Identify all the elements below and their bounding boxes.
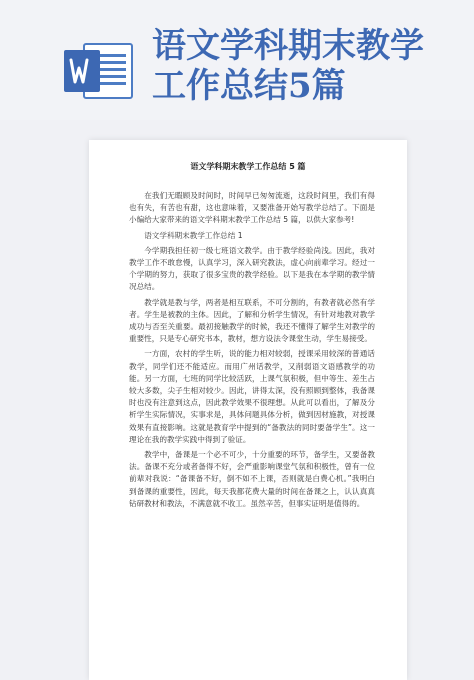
paragraph: 一方面，农村的学生听，说的能力相对较弱，授课采用较深的普通话教学，同学们还不能适应。而用广州话教学，又削弱语文语感教学的功能。另一方面，七班的同学比较活跃，上课气氛积极，但中等生、差生占较大多数，尖子生相对较少。因此，讲得太深，没有照顾到整体，我备课时也没有注意到这点，因此教学效果不很理想。从此可以看出，了解及分析学生实际情况，实事求是，具体问题具体分析，做到因材施教，对授课效果有直接影响。这就是教育学中提到的“备教法的同时要备学生”。这一理论在我的教学实践中得到了验证。 xyxy=(129,349,375,444)
paragraph: 今学期我担任初一级七班语文教学。由于教学经验尚浅。因此，我对教学工作不敢怠慢，认真学习，深入研究教法，虚心向前辈学习。经过一个学期的努力，获取了很多宝贵的教学经验。以下是我在本学期的教学情况总结。 xyxy=(129,245,375,292)
document-body xyxy=(129,190,375,513)
banner-title-line-1: 语文学科期末教学 xyxy=(152,26,424,66)
paragraph: 教学就是教与学，两者是相互联系，不可分割的，有教者就必然有学者。学生是被教的主体。因此，了解和分析学生情况，有针对地教对教学成功与否至关重要。最初接触教学的时候，我还不懂得了解学生对教学的重要性，只是专心研究书本，教材，想方设法令课堂生动，学生易接受。 xyxy=(129,297,375,344)
document-title: 语文学科期末教学工作总结 5 篇 xyxy=(190,162,306,171)
banner-title-line-2: 工作总结5篇 xyxy=(152,66,346,106)
banner xyxy=(0,0,474,120)
paragraph-intro: 在我们无暇顾及时间时，时间早已匆匆流逝，这段时间里，我们有得也有失，有苦也有甜，这也意味着，又要准备开始写教学总结了。下面是小编给大家带来的语文学科期末教学工作总结 5 篇，以供大家参考! xyxy=(129,191,375,225)
word-document-icon xyxy=(62,40,136,102)
document-page xyxy=(89,140,407,680)
paragraph: 教学中，备课是一个必不可少，十分重要的环节，备学生，又要备教法。备课不充分或者备得不好，会严重影响课堂气氛和积极性，曾有一位前辈对我说：“备课备不好，倒不如不上课，否则就是白费心机。”我明白到备课的重要性，因此，每天我都花费大量的时间在备课之上，认认真真钻研教材和教法，不满意就不收工。虽然辛苦，但事实证明是值得的。 xyxy=(129,450,375,508)
section-heading: 语文学科期末教学工作总结 1 xyxy=(144,230,243,240)
